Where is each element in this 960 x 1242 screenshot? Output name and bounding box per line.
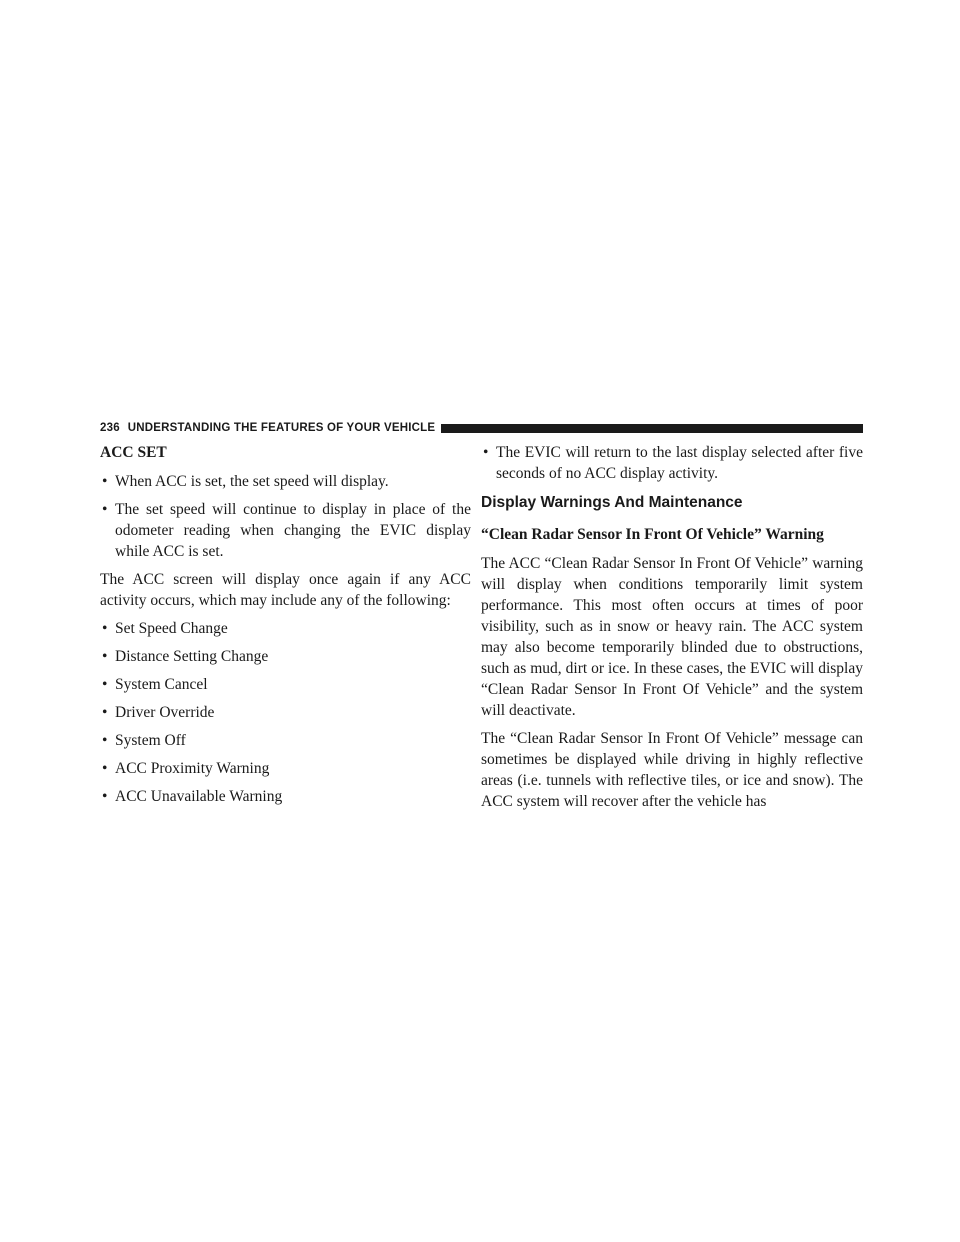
list-item: • Set Speed Change [102, 620, 228, 637]
acc-activity-bullets [100, 618, 471, 807]
list-item: • The EVIC will return to the last display selected after five seconds of no ACC display activity. [483, 444, 863, 482]
right-column [481, 442, 863, 812]
list-item: • System Cancel [102, 676, 208, 693]
list-item: • ACC Proximity Warning [102, 760, 270, 777]
left-column [100, 442, 471, 807]
evic-bullets [481, 442, 863, 484]
display-warnings-heading: Display Warnings And Maintenance [481, 494, 743, 511]
acc-set-heading: ACC SET [100, 444, 167, 461]
clean-radar-heading: “Clean Radar Sensor In Front Of Vehicle” Warning [481, 526, 824, 543]
list-item: • System Off [102, 732, 186, 749]
list-item: • ACC Unavailable Warning [102, 788, 283, 805]
page-number: 236 [100, 422, 120, 434]
list-item: • Distance Setting Change [102, 648, 269, 665]
body-paragraph: The “Clean Radar Sensor In Front Of Vehicle” message can sometimes be displayed while driving in highly reflective areas (i.e. tunnels with reflective tiles, or ice and snow). The ACC system will recover after the vehicle has [481, 730, 863, 810]
body-paragraph: The ACC screen will display once again if any ACC activity occurs, which may include any of the following: [100, 571, 471, 609]
section-title: UNDERSTANDING THE FEATURES OF YOUR VEHICLE [127, 422, 436, 434]
list-item: • Driver Override [102, 704, 215, 721]
body-paragraph: The ACC “Clean Radar Sensor In Front Of Vehicle” warning will display when conditions temporarily limit system performance. This most often occurs at times of poor visibility, such as in snow or heavy rain. The ACC system may also become temporarily blinded due to obstructions, such as mud, dirt or ice. In these cases, the EVIC will display “Clean Radar Sensor In Front Of Vehicle” and the system will deactivate. [481, 555, 863, 719]
header-rule [441, 424, 863, 433]
list-item: • When ACC is set, the set speed will display. [102, 473, 389, 490]
page-header [100, 421, 863, 435]
list-item: • The set speed will continue to display in place of the odometer reading when changing the EVIC display while ACC is set. [102, 501, 471, 560]
acc-set-bullets [100, 471, 471, 562]
